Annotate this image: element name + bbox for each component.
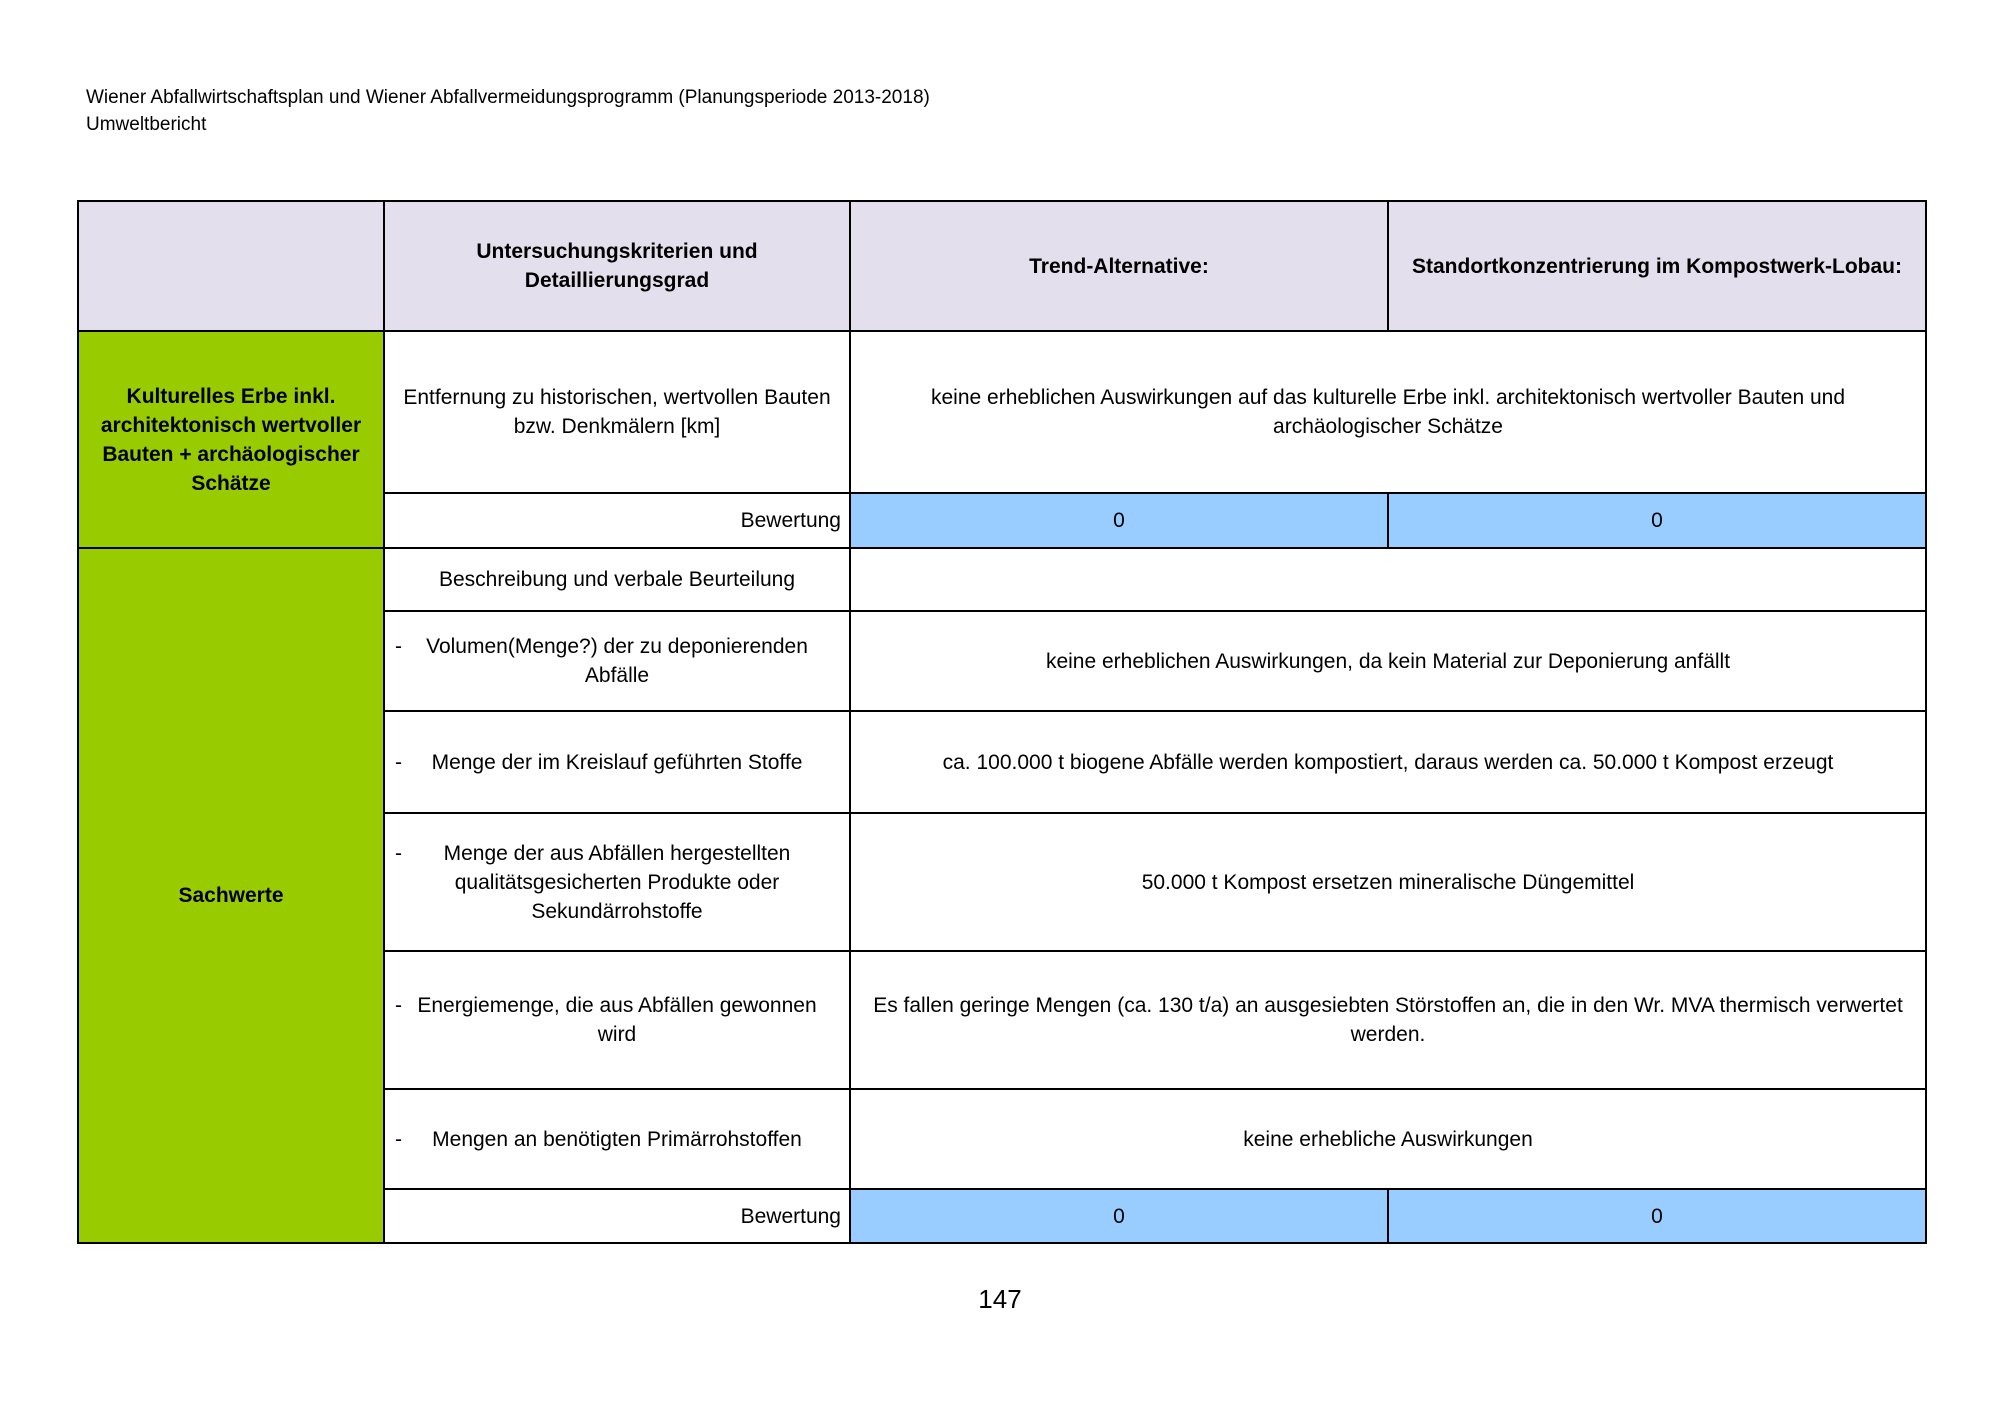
bullet-dash: - xyxy=(395,841,402,865)
bullet-dash: - xyxy=(395,635,402,658)
criterion-cell xyxy=(384,951,850,1089)
intro-criterion-cell: Beschreibung und verbale Beurteilung xyxy=(384,548,850,611)
page-number: 147 xyxy=(978,1284,1022,1314)
criterion-cell xyxy=(384,1089,850,1189)
header-title: Wiener Abfallwirtschaftsplan und Wiener Abfallvermeidungsprogramm (Planungsperiode 2013-2018) xyxy=(86,87,930,108)
header-cell-lobau: Standortkonzentrierung im Kompostwerk-Lobau: xyxy=(1388,201,1926,331)
value-cell: Es fallen geringe Mengen (ca. 130 t/a) an ausgesiebten Störstoffen an, die in den Wr. MVA thermisch verwertet werden. xyxy=(850,951,1926,1089)
criterion-text: Menge der im Kreislauf geführten Stoffe xyxy=(431,750,803,774)
rating-label: Bewertung xyxy=(384,1189,850,1243)
rating-trend-value: 0 xyxy=(850,493,1388,548)
assessment-table xyxy=(77,200,1927,1244)
document-header xyxy=(86,84,930,138)
rating-trend-value: 0 xyxy=(850,1189,1388,1243)
value-cell: ca. 100.000 t biogene Abfälle werden kompostiert, daraus werden ca. 50.000 t Kompost erzeugt xyxy=(850,711,1926,813)
table-header-row xyxy=(78,201,1926,331)
criterion-cell: Entfernung zu historischen, wertvollen Bauten bzw. Denkmälern [km] xyxy=(384,331,850,493)
header-subtitle: Umweltbericht xyxy=(86,114,207,135)
criterion-text: Energiemenge, die aus Abfällen gewonnen wird xyxy=(417,994,817,1046)
table-row xyxy=(78,548,1926,611)
description-cell: keine erheblichen Auswirkungen auf das kulturelle Erbe inkl. architektonisch wertvoller Bauten und archäologischer Schätze xyxy=(850,331,1926,493)
criterion-cell xyxy=(384,611,850,711)
topic-cultural-heritage: Kulturelles Erbe inkl. architektonisch wertvoller Bauten + archäologischer Schätze xyxy=(78,331,384,548)
criterion-cell xyxy=(384,813,850,951)
value-cell: keine erheblichen Auswirkungen, da kein Material zur Deponierung anfällt xyxy=(850,611,1926,711)
header-cell-criteria: Untersuchungskriterien und Detaillierungsgrad xyxy=(384,201,850,331)
bullet-dash: - xyxy=(395,750,402,774)
header-cell-trend: Trend-Alternative: xyxy=(850,201,1388,331)
table-row xyxy=(78,331,1926,493)
bullet-dash: - xyxy=(395,994,402,1017)
criterion-text: Mengen an benötigten Primärrohstoffen xyxy=(432,1127,802,1151)
bullet-dash: - xyxy=(395,1127,402,1151)
rating-lobau-value: 0 xyxy=(1388,1189,1926,1243)
topic-sachwerte: Sachwerte xyxy=(78,548,384,1243)
header-cell-empty xyxy=(78,201,384,331)
rating-lobau-value: 0 xyxy=(1388,493,1926,548)
criterion-text: Volumen(Menge?) der zu deponierenden Abfälle xyxy=(426,635,808,687)
value-cell: keine erhebliche Auswirkungen xyxy=(850,1089,1926,1189)
criterion-text: Menge der aus Abfällen hergestellten qualitätsgesicherten Produkte oder Sekundärrohstoffe xyxy=(443,841,791,923)
rating-label: Bewertung xyxy=(384,493,850,548)
intro-value-cell xyxy=(850,548,1926,611)
value-cell: 50.000 t Kompost ersetzen mineralische Düngemittel xyxy=(850,813,1926,951)
criterion-cell xyxy=(384,711,850,813)
